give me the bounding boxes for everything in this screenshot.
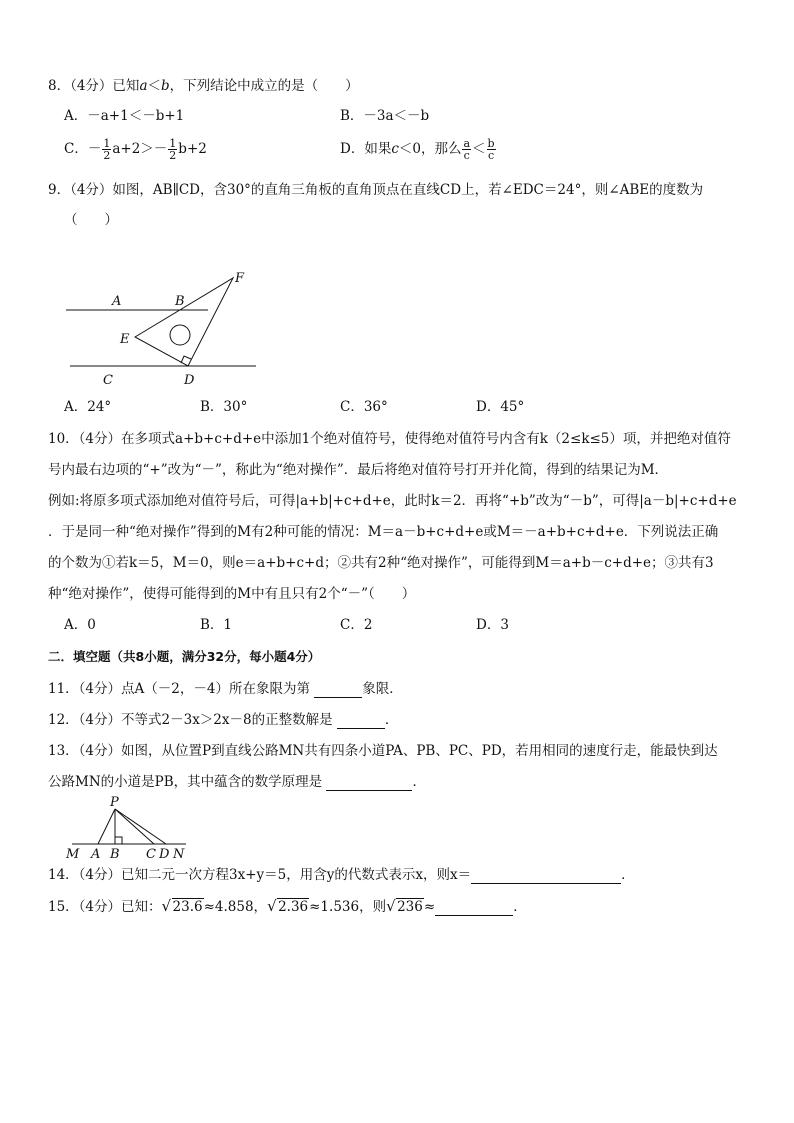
label-n: N [173, 847, 185, 861]
q10-line3: 例如:将原多项式添加绝对值符号后，可得|a+b|+c+d+e，此时k＝2．再将“+b”改为“－b”，可得|a－b|+c+d+e [48, 493, 737, 509]
sqrt-symbol: √ 2.36 [267, 897, 309, 915]
q15: 15．（4分）已知： √ 23.6≈4.858， √ 2.36≈1.536，则 √ 236≈ ． [48, 897, 527, 915]
right-angle-mark [181, 356, 191, 363]
label-a: A [91, 847, 101, 861]
q9-stem-line1: 9．（4分）如图，AB∥CD，含30°的直角三角板的直角顶点在直线CD上，若∠EDC＝24°，则∠ABE的度数为 [48, 182, 704, 198]
q10-line5: 的个数为①若k＝5，M＝0，则e＝a+b+c+d；②共有2种“绝对操作”，可能得到M＝a+b－c+d+e；③共有3 [48, 555, 714, 571]
path-pa [98, 809, 115, 844]
label-m: M [66, 847, 80, 861]
label-a: A [112, 294, 122, 309]
q10-line2: 号内最右边项的“+”改为“－”，称此为“绝对操作”．最后将绝对值符号打开并化简，得到的结果记为M． [48, 462, 669, 478]
sqrt-symbol: √ 236 [386, 897, 423, 915]
q10-option-c: C．2 [340, 617, 373, 633]
q9-option-c: C．36° [340, 399, 388, 415]
path-pd [115, 809, 166, 844]
label-f: F [235, 271, 245, 286]
label-b: B [110, 847, 120, 861]
q13-figure [60, 793, 200, 861]
section-heading: 二．填空题（共8小题，满分32分，每小题4分） [48, 649, 321, 664]
triangle-board [135, 278, 233, 366]
q9-stem-line2: （ ） [64, 212, 118, 228]
half-fraction: $\frac{1}{2}$ [103, 137, 111, 162]
answer-blank[interactable] [435, 901, 513, 916]
q11: 11．（4分）点A（－2，－4）所在象限为第 象限． [48, 681, 403, 697]
q13-line2: 公路MN的小道是PB，其中蕴含的数学原理是 ． [48, 774, 426, 790]
label-d: D [184, 373, 195, 388]
q8-option-d: D．如果c＜0，那么 $\frac{a}{c}$ ＜ $\frac{b}{c}$ [340, 137, 495, 162]
answer-blank[interactable] [314, 683, 362, 698]
q10-option-b: B．1 [200, 617, 233, 633]
q9-option-a: A．24° [64, 399, 112, 415]
answer-blank[interactable] [337, 714, 385, 729]
label-c: C [146, 847, 156, 861]
q10-line1: 10．（4分）在多项式a+b+c+d+e中添加1个绝对值符号，使得绝对值符号内含有k（2≤k≤5）项，并把绝对值符 [48, 431, 731, 447]
right-angle-mark [115, 837, 122, 844]
q10-option-d: D．3 [476, 617, 509, 633]
half-fraction: $\frac{1}{2}$ [169, 137, 177, 162]
label-b: B [175, 294, 185, 309]
q12: 12．（4分）不等式2－3x＞2x－8的正整数解是 ． [48, 712, 399, 728]
q8-option-c: C．－ $\frac{1}{2}$ a+2＞－ $\frac{1}{2}$ b+2 [64, 137, 207, 162]
q10-option-a: A．0 [64, 617, 96, 633]
q10-line4: ．于是同一种“绝对操作”得到的M有2种可能的情况：M＝a－b+c+d+e或M＝－a+b+c+d+e．下列说法正确 [48, 524, 719, 540]
label-d: D [159, 847, 170, 861]
q9-option-b: B．30° [200, 399, 248, 415]
q8-option-a: A．－a+1＜－b+1 [64, 108, 185, 124]
q13-line1: 13．（4分）如图，从位置P到直线公路MN共有四条小道PA、PB、PC、PD，若用相同的速度行走，能最快到达 [48, 743, 718, 759]
q14: 14．（4分）已知二元一次方程3x+y＝5，用含y的代数式表示x，则x＝ ． [48, 867, 635, 883]
sqrt-symbol: √ 23.6 [161, 897, 203, 915]
answer-blank[interactable] [326, 776, 412, 791]
path-pc [115, 809, 154, 844]
b-over-c-fraction: $\frac{b}{c}$ [487, 137, 495, 162]
label-e: E [120, 332, 130, 347]
a-over-c-fraction: $\frac{a}{c}$ [463, 137, 471, 162]
q10-line6: 种“绝对操作”，使得可能得到的M中有且只有2个“－”（ ） [48, 586, 416, 602]
q8-stem: 8．（4分）已知a＜b，下列结论中成立的是（ ） [48, 78, 359, 94]
q9-option-d: D．45° [476, 399, 525, 415]
label-c: C [103, 373, 113, 388]
q9-figure [60, 268, 260, 388]
q8-option-b: B．－3a＜－b [340, 108, 430, 124]
triangle-hole [170, 325, 190, 345]
label-p: P [110, 795, 119, 810]
answer-blank[interactable] [471, 869, 621, 884]
